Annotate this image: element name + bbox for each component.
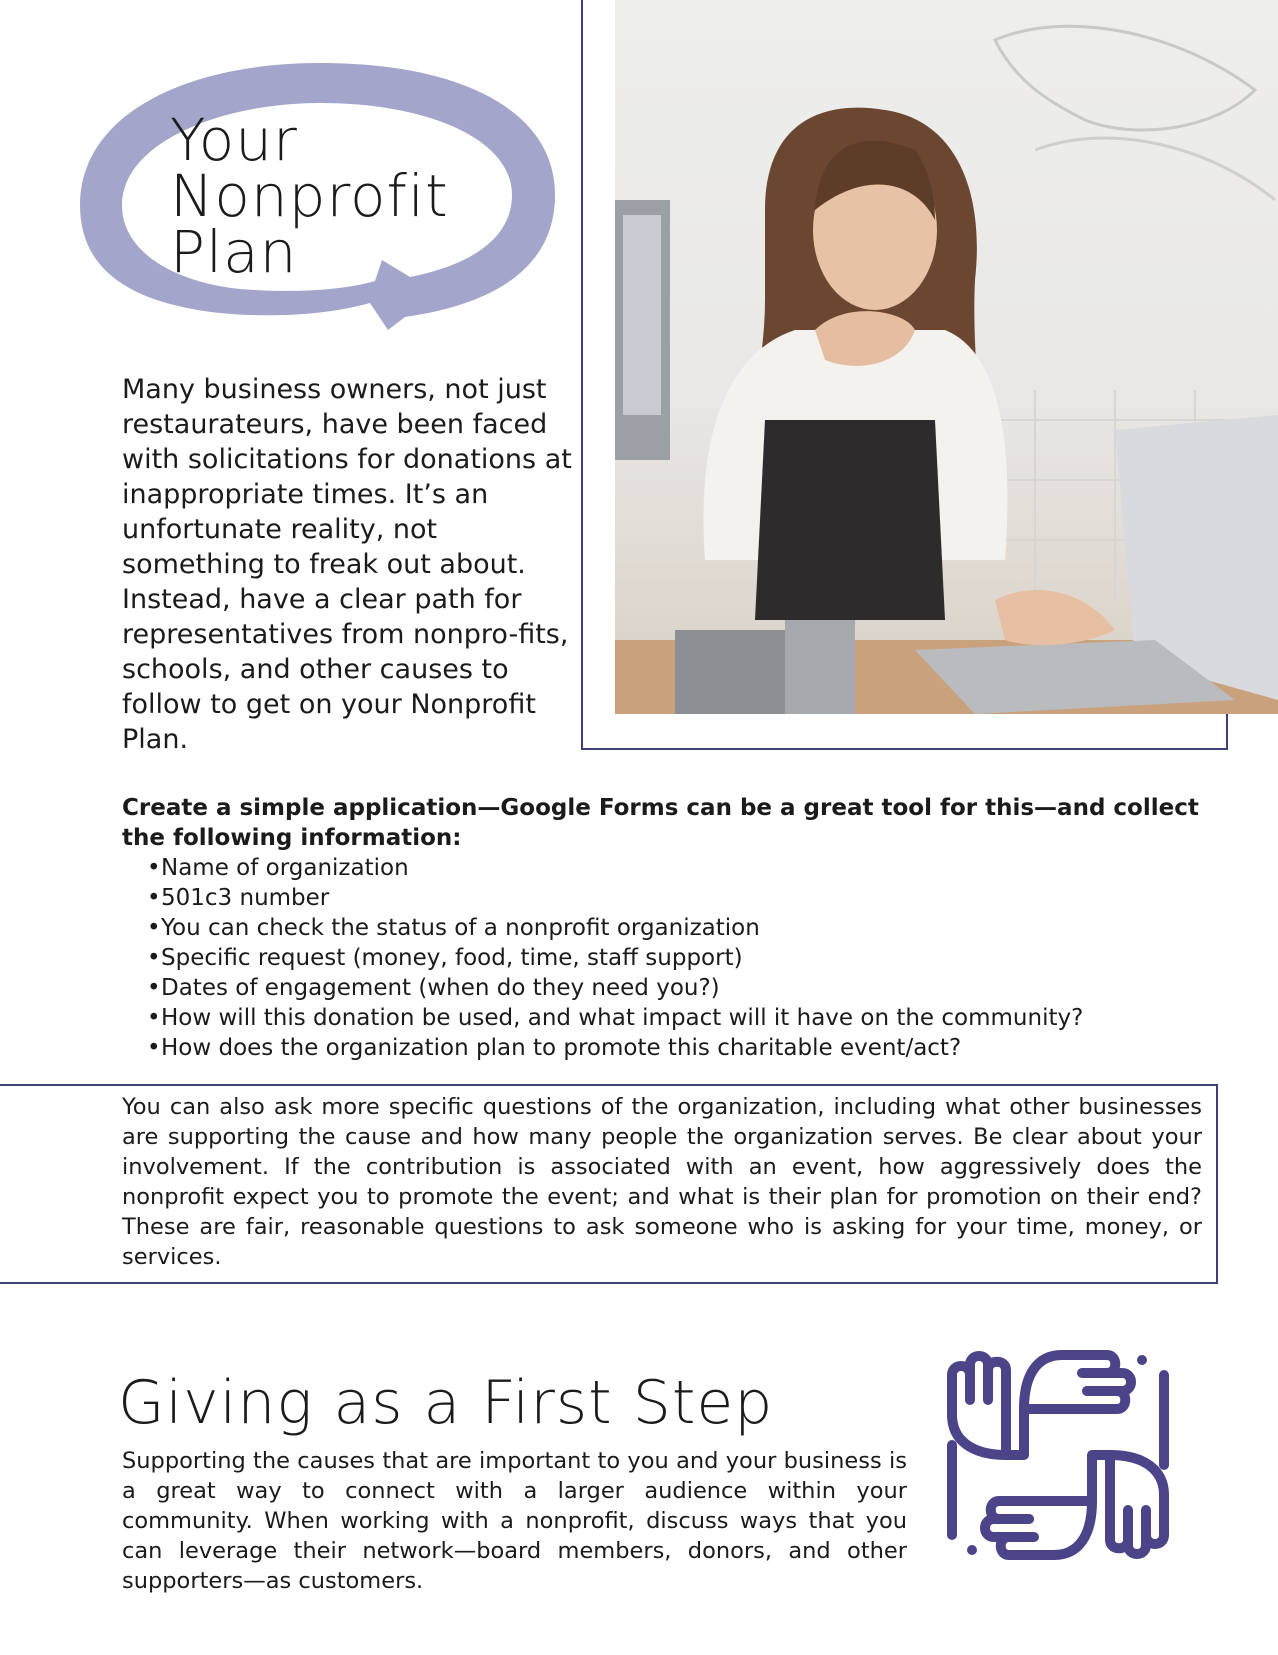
- woman-at-laptop-photo: [615, 0, 1278, 714]
- four-hands-icon: [942, 1345, 1174, 1565]
- list-item: •Specific request (money, food, time, staff support): [147, 945, 743, 971]
- giving-paragraph: Supporting the causes that are important to you and your business is a great way to connect with a larger audience within your community. When working with a nonprofit, discuss ways that you can leverage their network—board members, donors, and other supporters—as customers.: [122, 1448, 907, 1594]
- list-item-text: Dates of engagement (when do they need you?): [161, 975, 720, 1001]
- list-item-text: 501c3 number: [161, 885, 330, 911]
- list-item-text: Specific request (money, food, time, staff support): [161, 945, 743, 971]
- application-lead: Create a simple application—Google Forms can be a great tool for this—and collect the following information:: [122, 795, 1199, 851]
- giving-heading: Giving as a First Step: [118, 1368, 774, 1438]
- list-item: •You can check the status of a nonprofit organization: [147, 915, 760, 941]
- list-item: •501c3 number: [147, 885, 330, 911]
- list-item: •Name of organization: [147, 855, 409, 881]
- title-line-1: Your: [170, 106, 298, 174]
- note-paragraph: You can also ask more specific questions of the organization, including what other businesses are supporting the cause and how many people the organization serves. Be clear about your involvement. If the contribution is associated with an event, how aggressively does the nonprofit expect you to promote the event; and what is their plan for promotion on their end? These are fair, reasonable questions to ask someone who is asking for your time, money, or services.: [122, 1094, 1202, 1270]
- list-item: •How does the organization plan to promote this charitable event/act?: [147, 1035, 962, 1061]
- title-line-3: Plan: [170, 218, 298, 286]
- title-line-2: Nonprofit: [170, 162, 449, 230]
- list-item: •Dates of engagement (when do they need you?): [147, 975, 720, 1001]
- list-item-text: How does the organization plan to promote this charitable event/act?: [161, 1035, 962, 1061]
- list-item: •How will this donation be used, and what impact will it have on the community?: [147, 1005, 1084, 1031]
- intro-paragraph: Many business owners, not just restaurateurs, have been faced with solicitations for donations at inappropriate times. It’s an unfortunate reality, not something to freak out about. Instead, have a clear path for representatives from nonpro-fits, schools, and other causes to follow to get on your Nonprofit Plan.: [122, 374, 572, 755]
- list-item-text: Name of organization: [161, 855, 409, 881]
- list-item-text: You can check the status of a nonprofit organization: [161, 915, 760, 941]
- application-info-list: [147, 853, 1083, 1063]
- page-title: [170, 106, 449, 286]
- list-item-text: How will this donation be used, and what impact will it have on the community?: [161, 1005, 1084, 1031]
